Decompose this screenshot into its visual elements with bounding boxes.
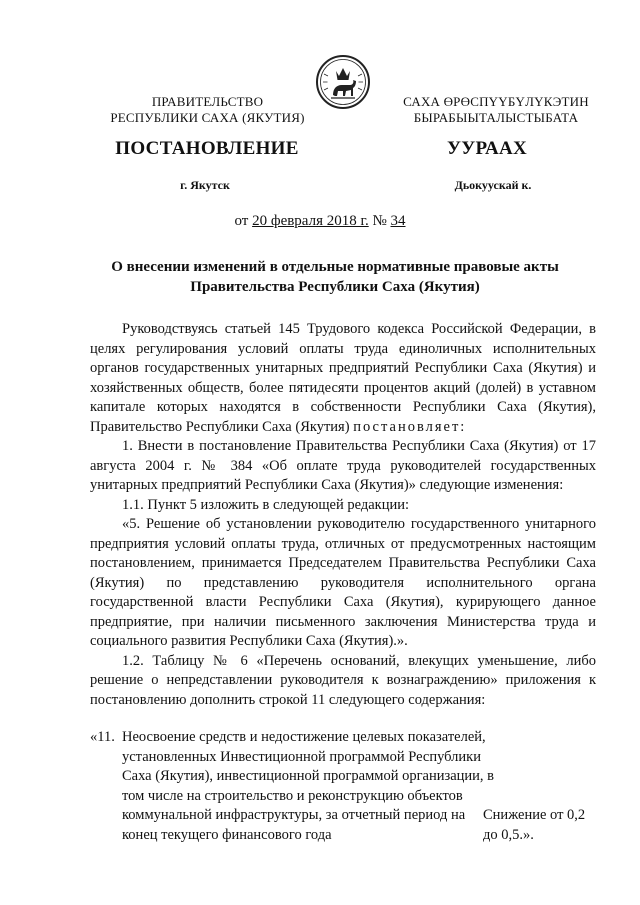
document-body (90, 320, 596, 710)
table-row (90, 728, 600, 845)
number-prefix: № (372, 213, 387, 229)
coat-of-arms-icon (315, 54, 371, 110)
table-row-value: Снижение от 0,2 до 0,5.». (483, 807, 586, 843)
decree-number: 34 (390, 213, 406, 229)
government-name-line2: РЕСПУБЛИКИ САХА (ЯКУТИЯ) (110, 110, 305, 125)
government-name-ru (95, 94, 320, 126)
date-prefix: от (234, 213, 249, 229)
government-name-sakha-line2: БЫРАБЫЫТАЛЫСТЫБАТА (413, 110, 579, 125)
heading-line1: О внесении изменений в отдельные нормативные правовые акты (111, 259, 559, 275)
city-ru: г. Якутск (180, 178, 230, 192)
item-1-2-paragraph: 1.2. Таблицу № 6 «Перечень оснований, влекущих уменьшение, либо решение о непредставлении руководителя к вознаграждению» приложения к постановлению дополнить строкой 11 следующего содержания: (90, 652, 596, 708)
document-type-ru: ПОСТАНОВЛЕНИЕ (115, 138, 299, 159)
point-5-paragraph: «5. Решение об установлении руководителю государственного унитарного предприятия условий оплаты труда, отличных от предусмотренных настоящим постановлением, принимается Председателем Правительства Республики Саха (Якутия) по представлению руководителя исполнительного органа государственной власти Республики Саха (Якутия), курирующего данное предприятие, при наличии письменного заключения Министерства труда и социального развития Республики Саха (Якутия).». (90, 516, 596, 649)
city-sakha: Дьокуускай к. (454, 178, 532, 192)
date-and-number (200, 213, 440, 230)
table-row-number: «11. (90, 729, 115, 745)
preamble-paragraph (90, 320, 596, 437)
document-heading (105, 257, 565, 297)
table-row-description: Неосвоение средств и недостижение целевых показателей, установленных Инвестиционной программой Республики Саха (Якутия), инвестиционной программой организации, в том числе на строительство и реконструкцию объектов коммунальной инфраструктуры, за отчетный период на конец текущего финансового года (122, 729, 495, 843)
decree-word: постановляет: (353, 418, 467, 435)
decree-date: 20 февраля 2018 г. (252, 213, 369, 229)
item-1-paragraph: 1. Внести в постановление Правительства Республики Саха (Якутия) от 17 августа 2004 г. № 384 «Об оплате труда руководителей государственных унитарных предприятий Республики Саха (Якутия)» следующие изменения: (90, 438, 596, 493)
document-type-sakha: УУРААХ (446, 138, 528, 159)
item-1-1-paragraph: 1.1. Пункт 5 изложить в следующей редакции: (122, 496, 410, 513)
heading-line2: Правительства Республики Саха (Якутия) (190, 279, 480, 295)
government-name-line1: ПРАВИТЕЛЬСТВО (151, 94, 264, 109)
government-name-sakha-line1: САХА ӨРӨСПҮҮБҮЛҮКЭТИН (403, 94, 589, 109)
government-name-sakha (378, 94, 614, 126)
table-addition (90, 728, 600, 845)
preamble-text: Руководствуясь статьей 145 Трудового кодекса Российской Федерации, в целях регулирования условий оплаты труда единоличных исполнительных органов государственных унитарных предприятий Республики Саха (Якутия) и хозяйственных обществ, более пятидесяти процентов акций (долей) в уставном капитале которых находятся в собственности Республики Саха (Якутия), Правительство Республики Саха (Якутия) (90, 321, 596, 435)
